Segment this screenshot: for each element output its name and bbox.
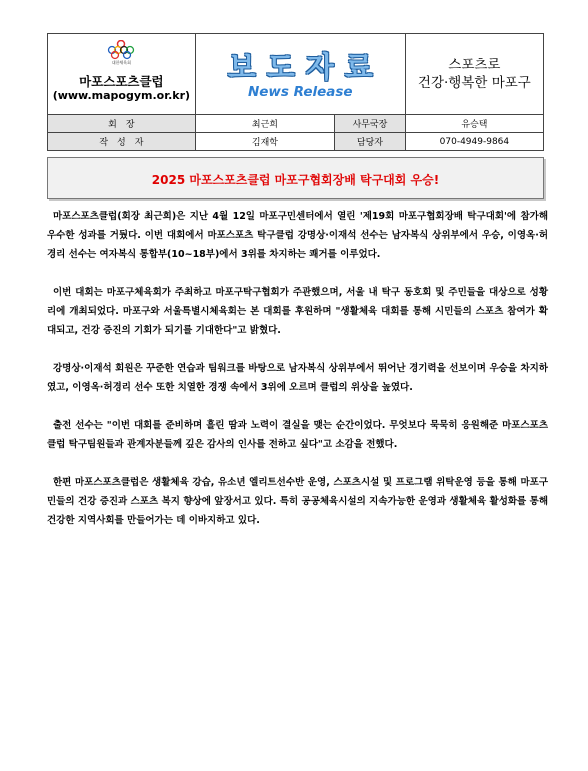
olympic-rings-logo-icon bbox=[104, 40, 138, 60]
contact-label: 사무국장 bbox=[335, 115, 406, 133]
contact-value: 김재학 bbox=[195, 133, 334, 151]
slogan-cell bbox=[405, 34, 543, 115]
article-body bbox=[47, 207, 548, 549]
contact-row bbox=[48, 133, 544, 151]
logo-caption: 대한체육회 bbox=[111, 60, 132, 65]
contact-row bbox=[48, 115, 544, 133]
org-name: 마포스포츠클럽 bbox=[79, 74, 164, 89]
news-release-subtitle: News Release bbox=[247, 83, 353, 100]
contact-label: 담당자 bbox=[335, 133, 406, 151]
logo-cell bbox=[48, 34, 196, 115]
contact-value: 최근희 bbox=[195, 115, 334, 133]
paragraph: 강명상·이재석 회원은 꾸준한 연습과 팀워크를 바탕으로 남자복식 상위부에서 뛰어난 경기력을 선보이며 우승을 차지하였고, 이영옥·허경리 선수 또한 치열한 경쟁 속에서 3위에 오르며 클럽의 위상을 높였다. bbox=[47, 363, 548, 393]
contact-label: 회장 bbox=[48, 115, 196, 133]
contact-value: 유승택 bbox=[405, 115, 543, 133]
press-release-title: 보도자료 bbox=[227, 49, 384, 84]
paragraph: 한편 마포스포츠클럽은 생활체육 강습, 유소년 엘리트선수반 운영, 스포츠시설 및 프로그램 위탁운영 등을 통해 마포구민들의 건강 증진과 스포츠 복지 향상에 앞장서고 있다. 특히 공공체육시설의 지속가능한 운영과 생활체육 활성화를 통해 건강한 지역사회를 만들어가는 데 이바지하고 있다. bbox=[47, 477, 548, 526]
contact-phone: 070-4949-9864 bbox=[405, 133, 543, 151]
org-url: (www.mapogym.or.kr) bbox=[52, 89, 191, 102]
slogan-line-2: 건강·행복한 마포구 bbox=[417, 75, 531, 91]
contact-label: 작성자 bbox=[48, 133, 196, 151]
title-cell bbox=[195, 34, 405, 115]
paragraph: 이번 대회는 마포구체육회가 주최하고 마포구탁구협회가 주관했으며, 서울 내 탁구 동호회 및 주민들을 대상으로 성황리에 개최되었다. 마포구와 서울특별시체육회는 본 대회를 후원하며 "생활체육 대회를 통해 시민들의 스포츠 참여가 확대되고, 건강 증진의 기회가 되기를 기대한다"고 밝혔다. bbox=[47, 287, 548, 336]
headline: 2025 마포스포츠클럽 마포구협회장배 탁구대회 우승! bbox=[47, 157, 544, 199]
header-table bbox=[47, 33, 544, 151]
slogan-line-1: 스포츠로 bbox=[448, 57, 501, 73]
paragraph: 마포스포츠클럽(회장 최근희)은 지난 4월 12일 마포구민센터에서 열린 '제19회 마포구협회장배 탁구대회'에 참가해 우수한 성과를 거뒀다. 이번 대회에서 마포스포츠 탁구클럽 강명상·이재석 선수는 남자복식 상위부에서 우승, 이영옥·허경리 선수는 여자복식 통합부(10~18부)에서 3위를 차지하는 쾌거를 이루었다. bbox=[47, 211, 548, 260]
paragraph: 출전 선수는 "이번 대회를 준비하며 흘린 땀과 노력이 결실을 맺는 순간이었다. 무엇보다 묵묵히 응원해준 마포스포츠클럽 탁구팀원들과 관계자분들께 깊은 감사의 인사를 전하고 싶다"고 소감을 전했다. bbox=[47, 420, 548, 450]
